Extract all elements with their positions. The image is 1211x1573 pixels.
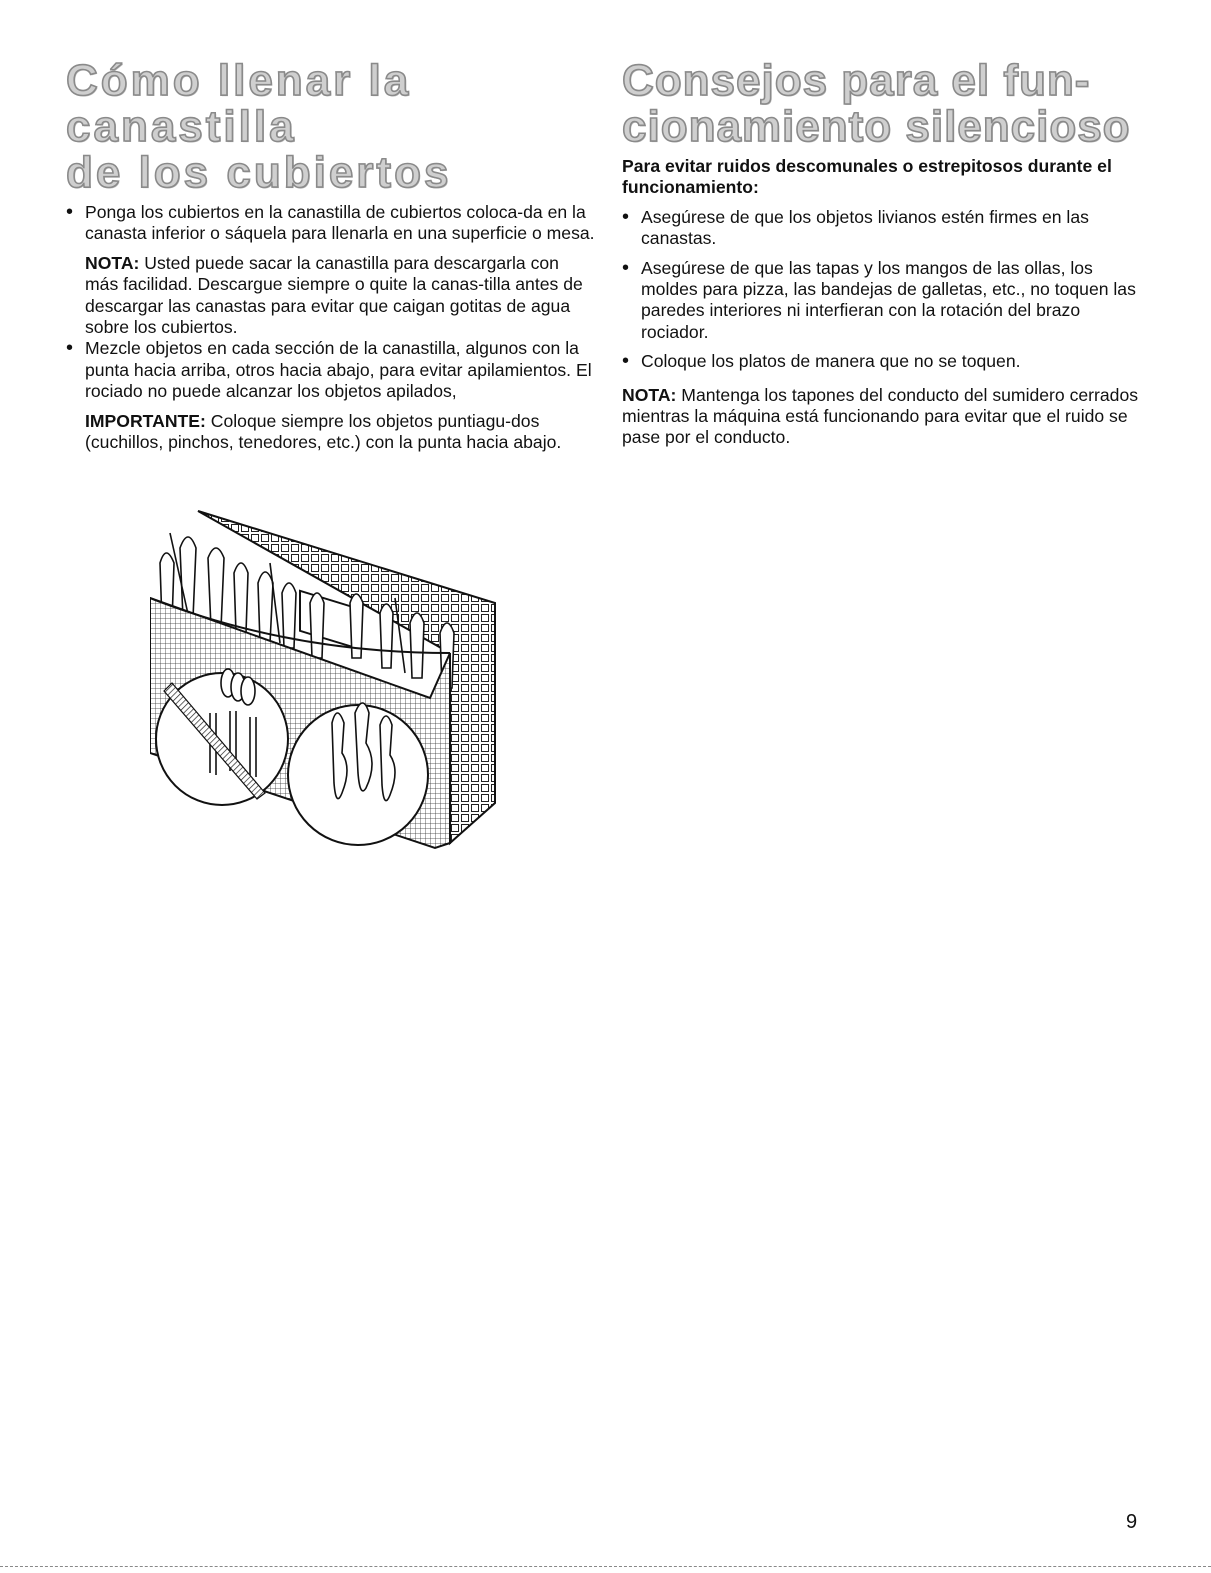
note-label: NOTA:	[85, 252, 140, 273]
important-text: Coloque siempre los objetos puntiagu-dos (cuchillos, pinchos, tenedores, etc.) con la punta hacia abajo.	[85, 410, 562, 453]
heading-line: Consejos para el fun-	[622, 56, 1091, 105]
section-heading-cutlery-basket	[66, 58, 596, 196]
important-label: IMPORTANTE:	[85, 410, 206, 431]
list-item: • Ponga los cubiertos en la canastilla de cubiertos coloca-da en la canasta inferior o sáquela para llenarla en una superficie o mesa.	[66, 202, 596, 245]
list-item: • Coloque los platos de manera que no se toquen.	[622, 351, 1152, 372]
section-heading-quiet-operation	[622, 58, 1152, 150]
page-number: 9	[1126, 1511, 1138, 1533]
note-text: Mantenga los tapones del conducto del sumidero cerrados mientras la máquina está funcionando para evitar que el ruido se pase por el conducto.	[622, 384, 1139, 448]
right-column	[622, 58, 1152, 466]
cutlery-basket-illustration	[150, 503, 500, 855]
note-paragraph	[66, 253, 596, 339]
list-item: • Asegúrese de que los objetos livianos estén firmes en las canastas.	[622, 207, 1152, 250]
note-text: Usted puede sacar la canastilla para descargarla con más facilidad. Descargue siempre o quite la canas-tilla antes de descargar las canastas para evitar que caigan gotitas de agua sobre los cubiertos.	[85, 252, 583, 338]
heading-line: Cómo llenar la canastilla	[66, 56, 412, 151]
note-label: NOTA:	[622, 384, 677, 405]
list-item: • Asegúrese de que las tapas y los mangos de las ollas, los moldes para pizza, las bandejas de galletas, etc., no toquen las paredes interiores ni interfieran con la rotación del brazo rociador.	[622, 258, 1152, 344]
inset-spoons	[288, 703, 428, 845]
list-item: • Mezcle objetos en cada sección de la canastilla, algunos con la punta hacia arriba, otros hacia abajo, para evitar apilamientos. El rociado no puede alcanzar los objetos apilados,	[66, 338, 596, 402]
heading-line: de los cubiertos	[66, 148, 452, 197]
note-paragraph	[622, 385, 1152, 449]
page-bottom-rule	[0, 1566, 1211, 1567]
important-paragraph	[66, 411, 596, 454]
left-column	[66, 58, 596, 453]
lead-text: Para evitar ruidos descomunales o estrepitosos durante el funcionamiento:	[622, 156, 1112, 198]
heading-line: cionamiento silencioso	[622, 102, 1131, 151]
